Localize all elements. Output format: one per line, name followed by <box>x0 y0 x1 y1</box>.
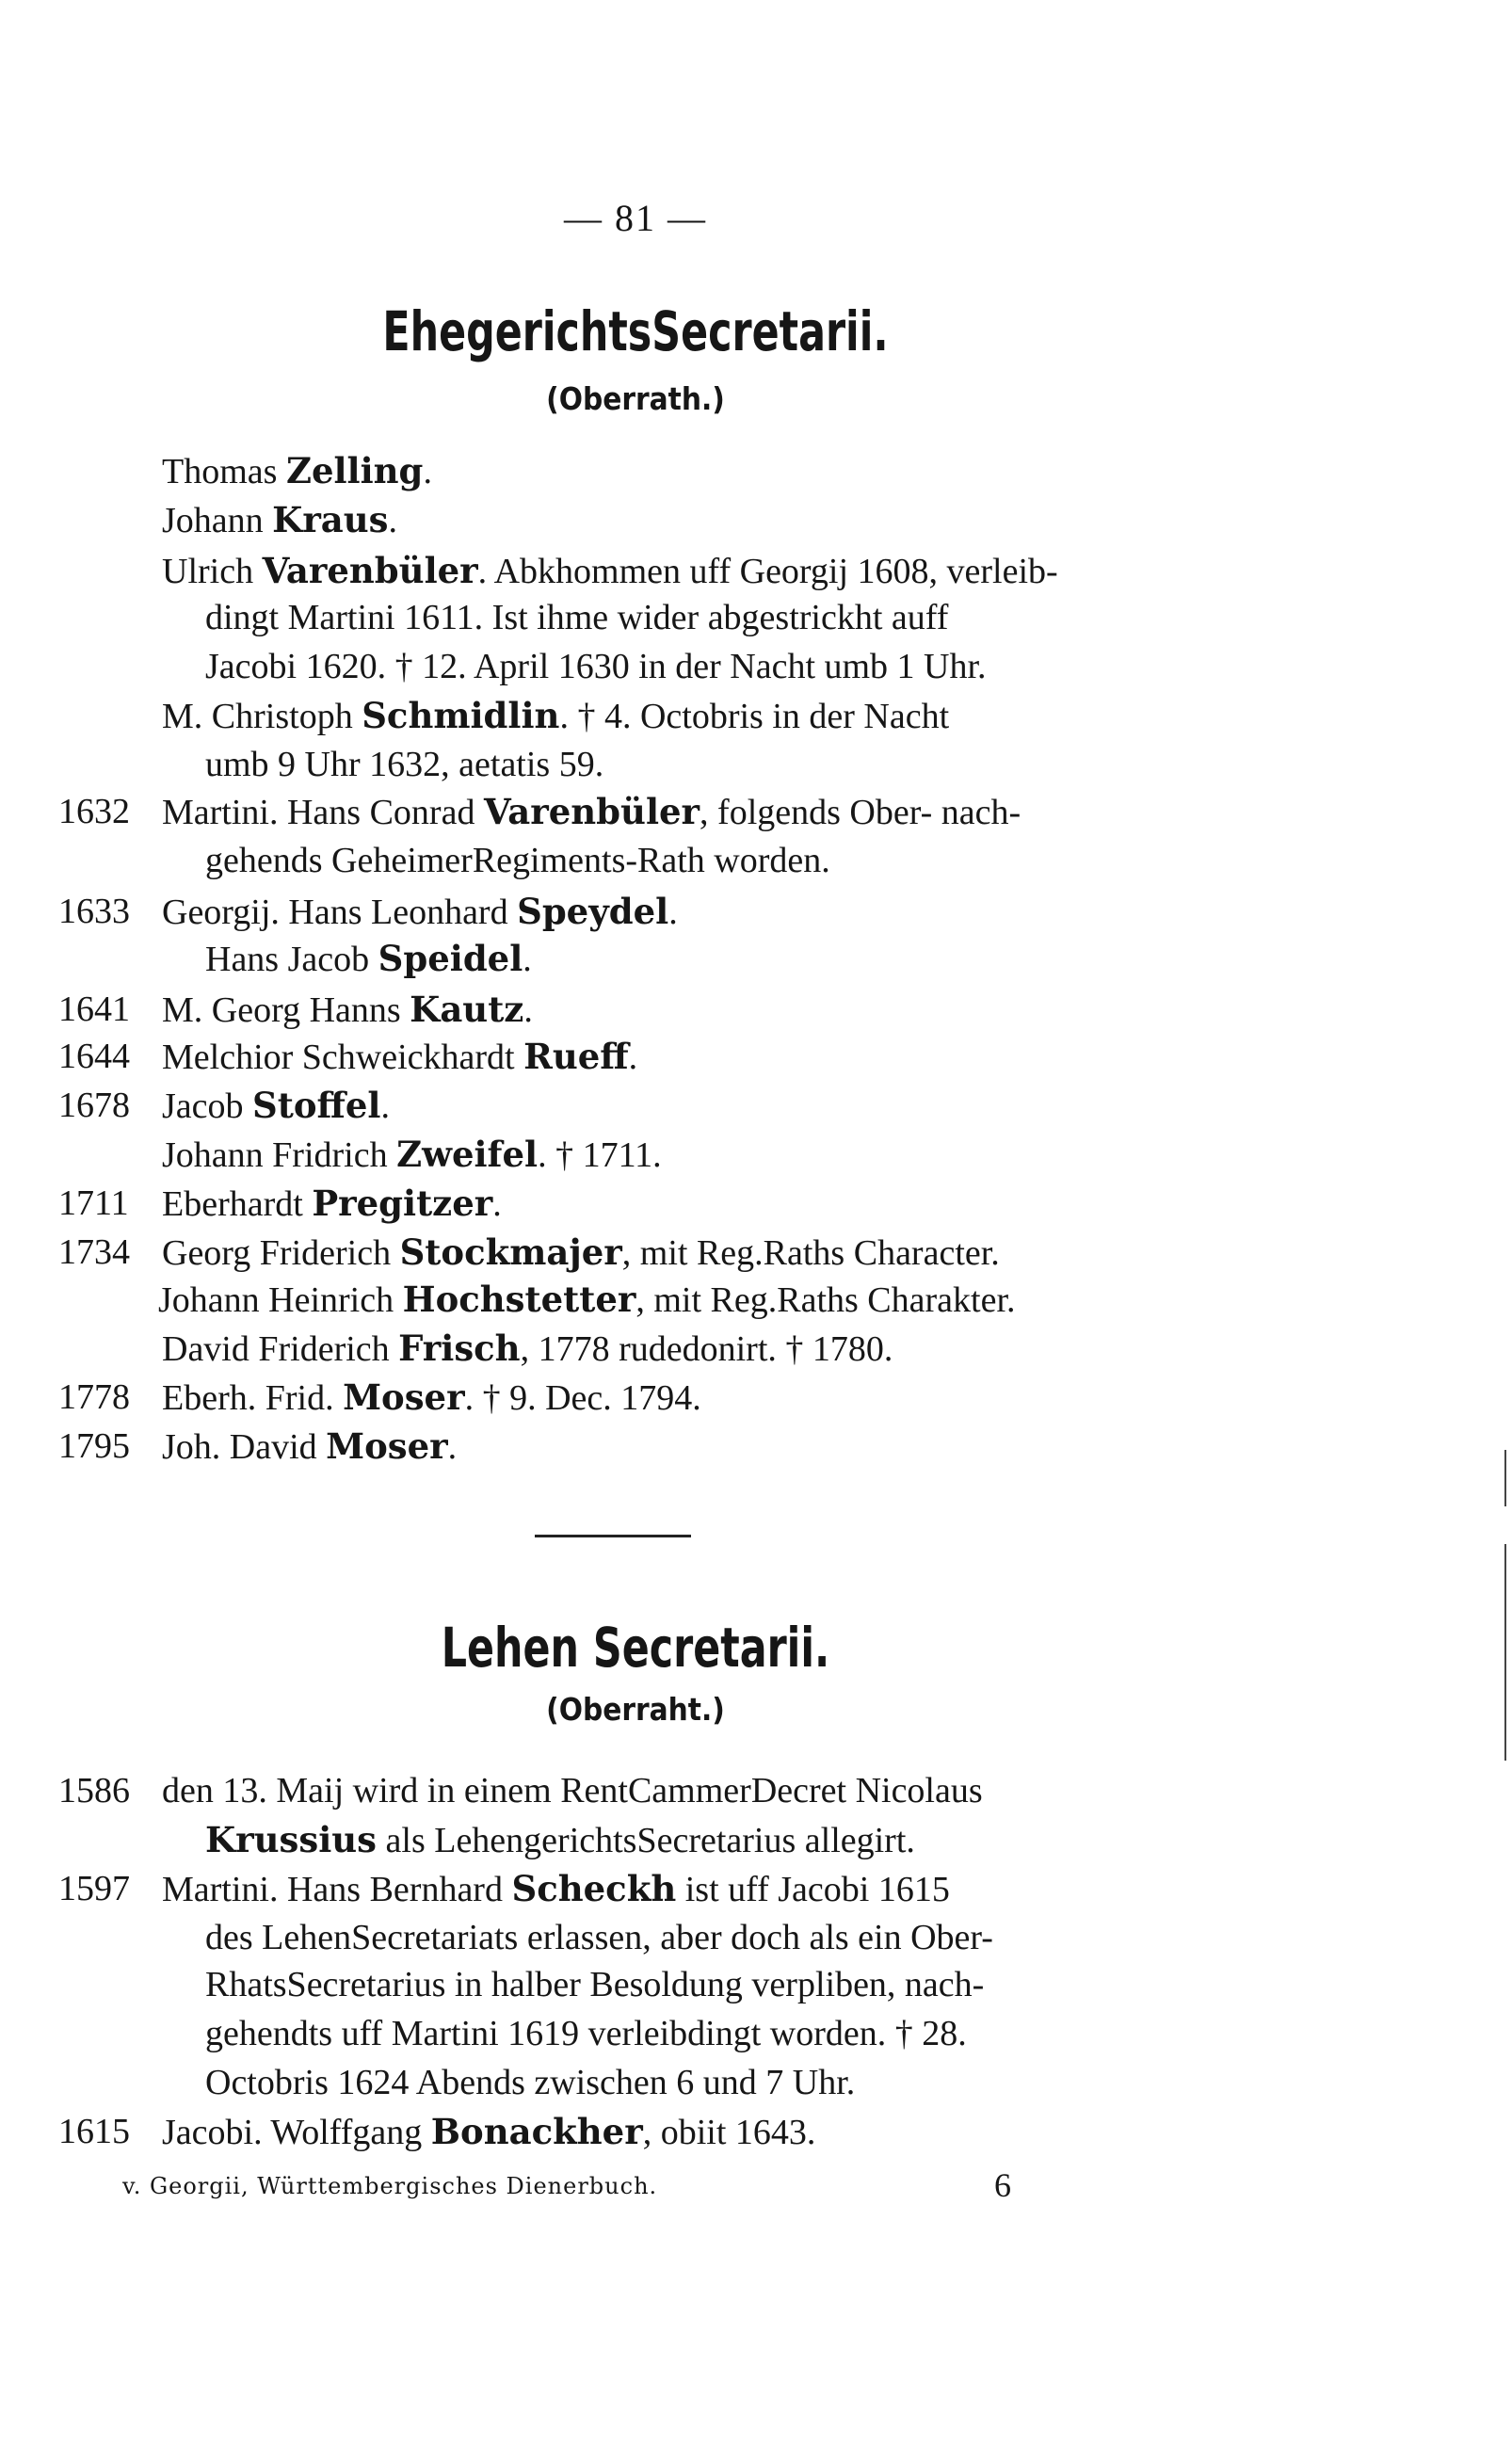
entry-text: Johann Heinrich <box>158 1280 403 1320</box>
entry-text: gehends GeheimerRegiments-Rath worden. <box>205 841 830 880</box>
entry-text: Joh. David <box>162 1427 327 1467</box>
entry-text: Jacobi. Wolffgang <box>162 2113 431 2152</box>
entry-text: dingt Martini 1611. Ist ihme wider abgestrickht auff <box>205 598 949 637</box>
entry-line <box>205 938 532 980</box>
entry-line <box>205 1917 993 1958</box>
person-surname: Speidel <box>378 938 523 979</box>
entry-text: Georg Friderich <box>162 1233 400 1273</box>
entry-text: . <box>668 893 678 932</box>
entry-year: 1644 <box>58 1037 130 1076</box>
person-surname: Kraus <box>272 499 389 540</box>
entry-text: Jacob <box>162 1086 253 1126</box>
page-edge-mark <box>1504 1450 1506 1506</box>
person-surname: Bonackher <box>430 2111 643 2152</box>
entry-line <box>205 1964 984 2005</box>
entry-text: Martini. Hans Bernhard <box>162 1870 512 1909</box>
entry-text: , obiit 1643. <box>642 2113 816 2152</box>
entry-line <box>162 1425 457 1468</box>
entry-text: . <box>423 452 432 491</box>
section-title-ehegerichts: EhegerichtsSecretarii. <box>382 299 889 363</box>
page-edge-mark <box>1504 1544 1506 1761</box>
entry-text: Octobris 1624 Abends zwischen 6 und 7 Uhr. <box>205 2063 856 2102</box>
entry-text: . <box>628 1038 638 1077</box>
person-surname: Schmidlin <box>362 695 560 736</box>
footer-book-reference: v. Georgii, Württembergisches Dienerbuch. <box>122 2173 658 2199</box>
entry-line <box>205 597 948 638</box>
entry-line <box>205 2013 967 2054</box>
entry-line <box>205 2062 855 2103</box>
person-surname: Varenbüler <box>483 791 700 832</box>
entry-line <box>205 840 830 881</box>
person-surname: Krussius <box>205 1819 378 1860</box>
entry-text: . <box>492 1184 502 1224</box>
person-surname: Stockmajer <box>399 1231 622 1273</box>
section-subtitle-lehen: (Oberraht.) <box>546 1691 725 1728</box>
entry-year: 1597 <box>58 1869 130 1908</box>
entry-text: Melchior Schweickhardt <box>162 1038 524 1077</box>
entry-year: 1795 <box>58 1426 130 1466</box>
person-surname: Zweifel <box>396 1134 539 1175</box>
entry-year: 1615 <box>58 2112 130 2151</box>
entry-text: des LehenSecretariats erlassen, aber doch als ein Ober- <box>205 1918 993 1957</box>
entry-text: , folgends Ober- nach- <box>700 793 1021 832</box>
entry-text: gehendts uff Martini 1619 verleibdingt worden. † 28. <box>205 2014 967 2053</box>
entry-line <box>162 1328 893 1370</box>
entry-year: 1678 <box>58 1086 130 1125</box>
entry-text: Jacobi 1620. † 12. April 1630 in der Nacht umb 1 Uhr. <box>205 647 987 686</box>
person-surname: Moser <box>326 1425 448 1467</box>
entry-line <box>162 1231 1000 1274</box>
entry-text: , mit Reg.Raths Character. <box>621 1233 1000 1273</box>
entry-text: Eberhardt <box>162 1184 313 1224</box>
entry-text: , 1778 rudedonirt. † 1780. <box>520 1329 893 1369</box>
section-title-lehen: Lehen Secretarii. <box>441 1616 830 1680</box>
entry-line <box>162 1134 662 1176</box>
entry-line <box>162 1183 502 1225</box>
entry-year: 1778 <box>58 1377 130 1417</box>
entry-line <box>162 1868 950 1910</box>
entry-year: 1734 <box>58 1232 130 1272</box>
page-number: — 81 — <box>564 197 707 239</box>
entry-text: , mit Reg.Raths Charakter. <box>635 1280 1016 1320</box>
entry-text: RhatsSecretarius in halber Besoldung verpliben, nach- <box>205 1965 985 2004</box>
entry-text: . Abkhommen uff Georgij 1608, verleib- <box>477 552 1058 591</box>
person-surname: Speydel <box>517 891 669 932</box>
person-surname: Moser <box>343 1376 465 1418</box>
entry-text: David Friderich <box>162 1329 399 1369</box>
entry-text: . <box>380 1086 390 1126</box>
person-surname: Stoffel <box>252 1085 381 1126</box>
entry-line <box>162 1085 390 1127</box>
entry-line <box>205 744 603 785</box>
entry-text: umb 9 Uhr 1632, aetatis 59. <box>205 745 604 784</box>
person-surname: Rueff <box>523 1036 629 1077</box>
entry-line <box>162 1036 637 1078</box>
entry-line <box>205 646 987 687</box>
entry-line <box>162 1376 701 1419</box>
entry-text: Martini. Hans Conrad <box>162 793 484 832</box>
entry-line <box>162 989 533 1031</box>
entry-line <box>158 1279 1016 1321</box>
entry-text: ist uff Jacobi 1615 <box>676 1870 950 1909</box>
entry-text: als LehengerichtsSecretarius allegirt. <box>377 1821 915 1860</box>
section-divider <box>535 1535 691 1537</box>
entry-line <box>162 791 1021 833</box>
entry-line <box>162 450 432 492</box>
entry-text: . † 4. Octobris in der Nacht <box>559 697 950 736</box>
person-surname: Scheckh <box>511 1868 677 1909</box>
entry-text: Ulrich <box>162 552 263 591</box>
entry-text: Georgij. Hans Leonhard <box>162 893 518 932</box>
entry-text: Thomas <box>162 452 286 491</box>
entry-line <box>162 499 397 541</box>
entry-text: Johann <box>162 501 273 540</box>
person-surname: Varenbüler <box>262 550 478 591</box>
entry-text: den 13. Maij wird in einem RentCammerDecret Nicolaus <box>162 1771 983 1810</box>
entry-text: M. Georg Hanns <box>162 990 410 1030</box>
entry-text: . <box>447 1427 458 1467</box>
entry-text: . † 9. Dec. 1794. <box>464 1378 701 1418</box>
entry-year: 1711 <box>58 1183 129 1223</box>
person-surname: Frisch <box>398 1328 521 1369</box>
person-surname: Hochstetter <box>402 1279 636 1320</box>
entry-text: Johann Fridrich <box>162 1135 397 1175</box>
entry-line <box>162 695 949 737</box>
entry-text: Hans Jacob <box>205 940 378 979</box>
person-surname: Kautz <box>410 989 524 1030</box>
entry-year: 1633 <box>58 892 130 931</box>
entry-line <box>162 891 678 933</box>
entry-line <box>162 1770 983 1811</box>
person-surname: Zelling <box>285 450 424 491</box>
entry-year: 1641 <box>58 990 130 1029</box>
entry-line <box>205 1819 915 1861</box>
entry-text: . † 1711. <box>538 1135 662 1175</box>
entry-text: Eberh. Frid. <box>162 1378 344 1418</box>
person-surname: Pregitzer <box>312 1183 493 1224</box>
entry-year: 1632 <box>58 792 130 831</box>
entry-text: . <box>523 990 533 1030</box>
entry-line <box>162 550 1058 592</box>
entry-text: . <box>523 940 532 979</box>
entry-text: . <box>388 501 398 540</box>
entry-line <box>162 2111 815 2153</box>
entry-text: M. Christoph <box>162 697 362 736</box>
footer-signature-number: 6 <box>994 2166 1011 2204</box>
entry-year: 1586 <box>58 1771 130 1810</box>
section-subtitle-ehegerichts: (Oberrath.) <box>546 380 725 417</box>
